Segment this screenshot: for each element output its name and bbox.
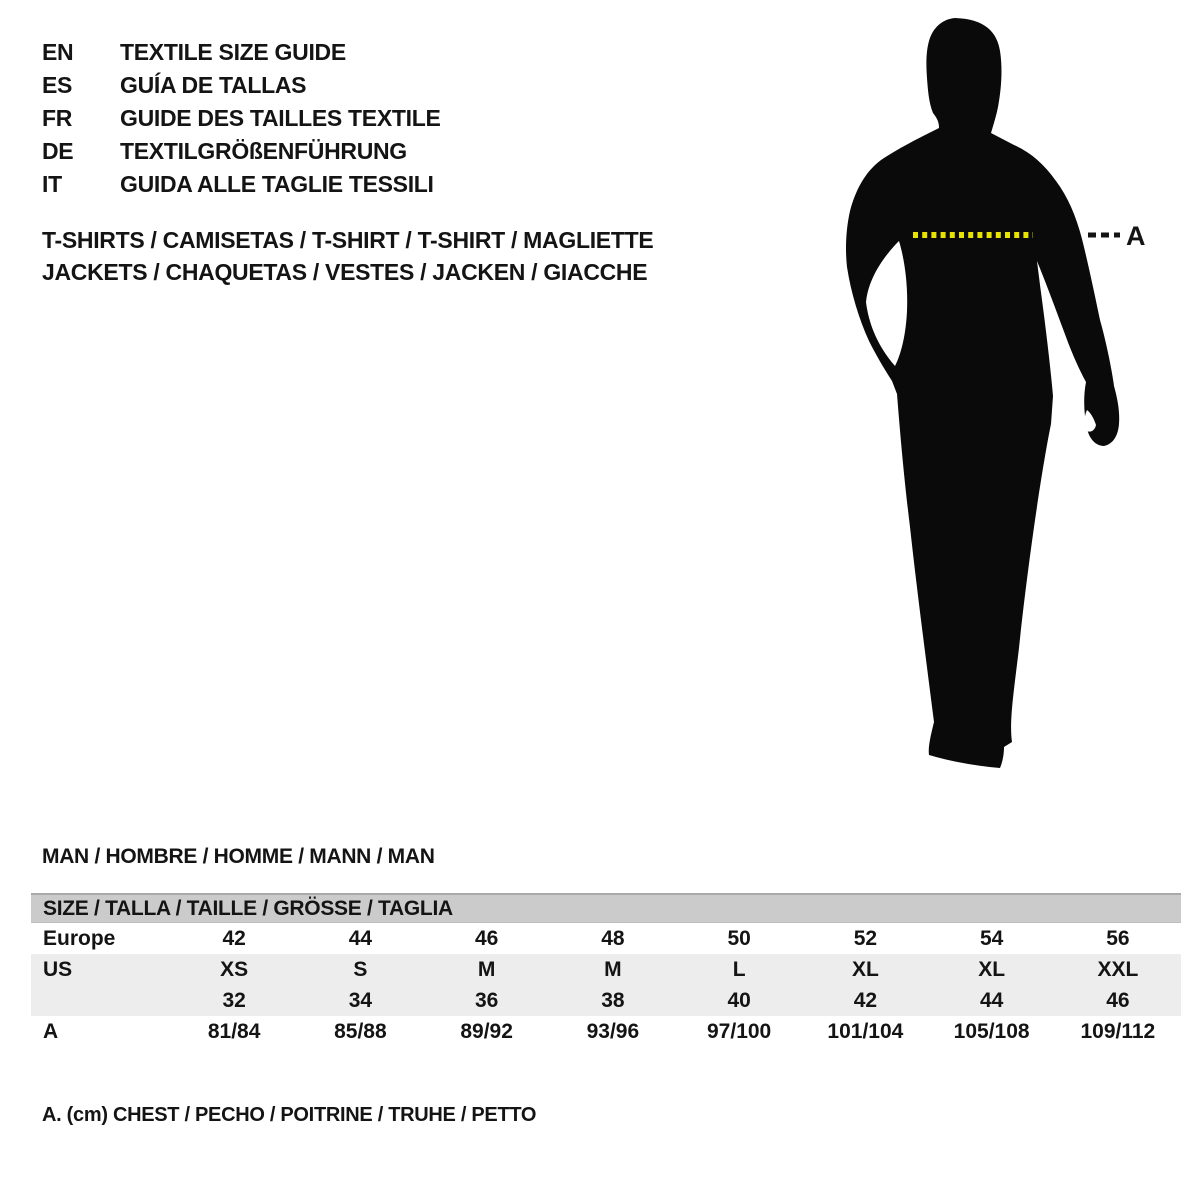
- size-value: XXL: [1097, 958, 1139, 981]
- row-label: Europe: [43, 927, 116, 950]
- language-guide-list: [42, 36, 441, 201]
- size-value: 101/104: [827, 1020, 904, 1043]
- category-line-jackets: JACKETS / CHAQUETAS / VESTES / JACKEN / GIACCHE: [42, 259, 648, 285]
- row-label: [31, 985, 171, 1016]
- size-value: 42: [853, 989, 878, 1012]
- product-categories: [42, 224, 653, 288]
- size-value: 44: [348, 927, 373, 950]
- size-value: XL: [978, 958, 1006, 981]
- size-value: 48: [601, 927, 625, 950]
- size-value: 50: [727, 927, 751, 950]
- language-guide-title: GUÍA DE TALLAS: [120, 72, 307, 98]
- size-value: 32: [222, 989, 246, 1012]
- size-value: 54: [979, 927, 1004, 950]
- size-value: 34: [348, 989, 373, 1012]
- size-value: 105/108: [953, 1020, 1030, 1043]
- language-row-es: [42, 69, 441, 102]
- table-row-chest-a: [31, 1016, 1181, 1048]
- size-table-header: SIZE / TALLA / TAILLE / GRÖSSE / TAGLIA: [31, 893, 1181, 923]
- language-code: FR: [42, 105, 73, 131]
- size-value: S: [353, 958, 368, 981]
- man-silhouette-figure: [835, 0, 1145, 790]
- size-value: M: [477, 958, 496, 981]
- size-value: 93/96: [586, 1020, 640, 1043]
- language-row-fr: [42, 102, 441, 135]
- language-row-en: [42, 36, 441, 69]
- language-code: DE: [42, 138, 74, 164]
- table-row-us: [31, 954, 1181, 985]
- size-value: 81/84: [207, 1020, 261, 1043]
- size-table: [31, 893, 1181, 1048]
- size-value: 40: [727, 989, 751, 1012]
- size-value: XS: [220, 958, 249, 981]
- chest-measure-footnote: A. (cm) CHEST / PECHO / POITRINE / TRUHE / PETTO: [42, 1104, 537, 1126]
- language-code: ES: [42, 72, 73, 98]
- size-value: 97/100: [707, 1020, 772, 1043]
- size-value: 44: [979, 989, 1004, 1012]
- category-line-tshirts: T-SHIRTS / CAMISETAS / T-SHIRT / T-SHIRT / MAGLIETTE: [42, 227, 654, 253]
- size-value: 89/92: [460, 1020, 513, 1043]
- size-value: L: [732, 958, 746, 981]
- measure-label-a: A: [1126, 221, 1145, 251]
- language-code: IT: [42, 171, 62, 197]
- language-row-it: [42, 168, 441, 201]
- size-value: 38: [601, 989, 625, 1012]
- table-row-us-numeric: [31, 985, 1181, 1016]
- language-code: EN: [42, 39, 74, 65]
- language-guide-title: TEXTILE SIZE GUIDE: [120, 39, 346, 65]
- size-value: M: [604, 958, 622, 981]
- row-label: US: [43, 958, 73, 981]
- size-value: 85/88: [334, 1020, 387, 1043]
- language-guide-title: GUIDE DES TAILLES TEXTILE: [120, 105, 441, 131]
- language-guide-title: GUIDA ALLE TAGLIE TESSILI: [120, 171, 434, 197]
- man-silhouette: [846, 18, 1119, 768]
- size-value: 109/112: [1080, 1020, 1156, 1043]
- row-label: A: [43, 1020, 59, 1043]
- size-value: XL: [851, 958, 879, 981]
- size-value: 46: [1106, 989, 1130, 1012]
- size-value: 46: [474, 927, 499, 950]
- size-value: 52: [853, 927, 878, 950]
- language-row-de: [42, 135, 441, 168]
- size-value: 42: [222, 927, 246, 950]
- size-value: 56: [1106, 927, 1130, 950]
- section-title-man: MAN / HOMBRE / HOMME / MANN / MAN: [42, 845, 435, 868]
- size-value: 36: [474, 989, 499, 1012]
- language-guide-title: TEXTILGRÖßENFÜHRUNG: [120, 138, 407, 164]
- table-row-europe: [31, 923, 1181, 954]
